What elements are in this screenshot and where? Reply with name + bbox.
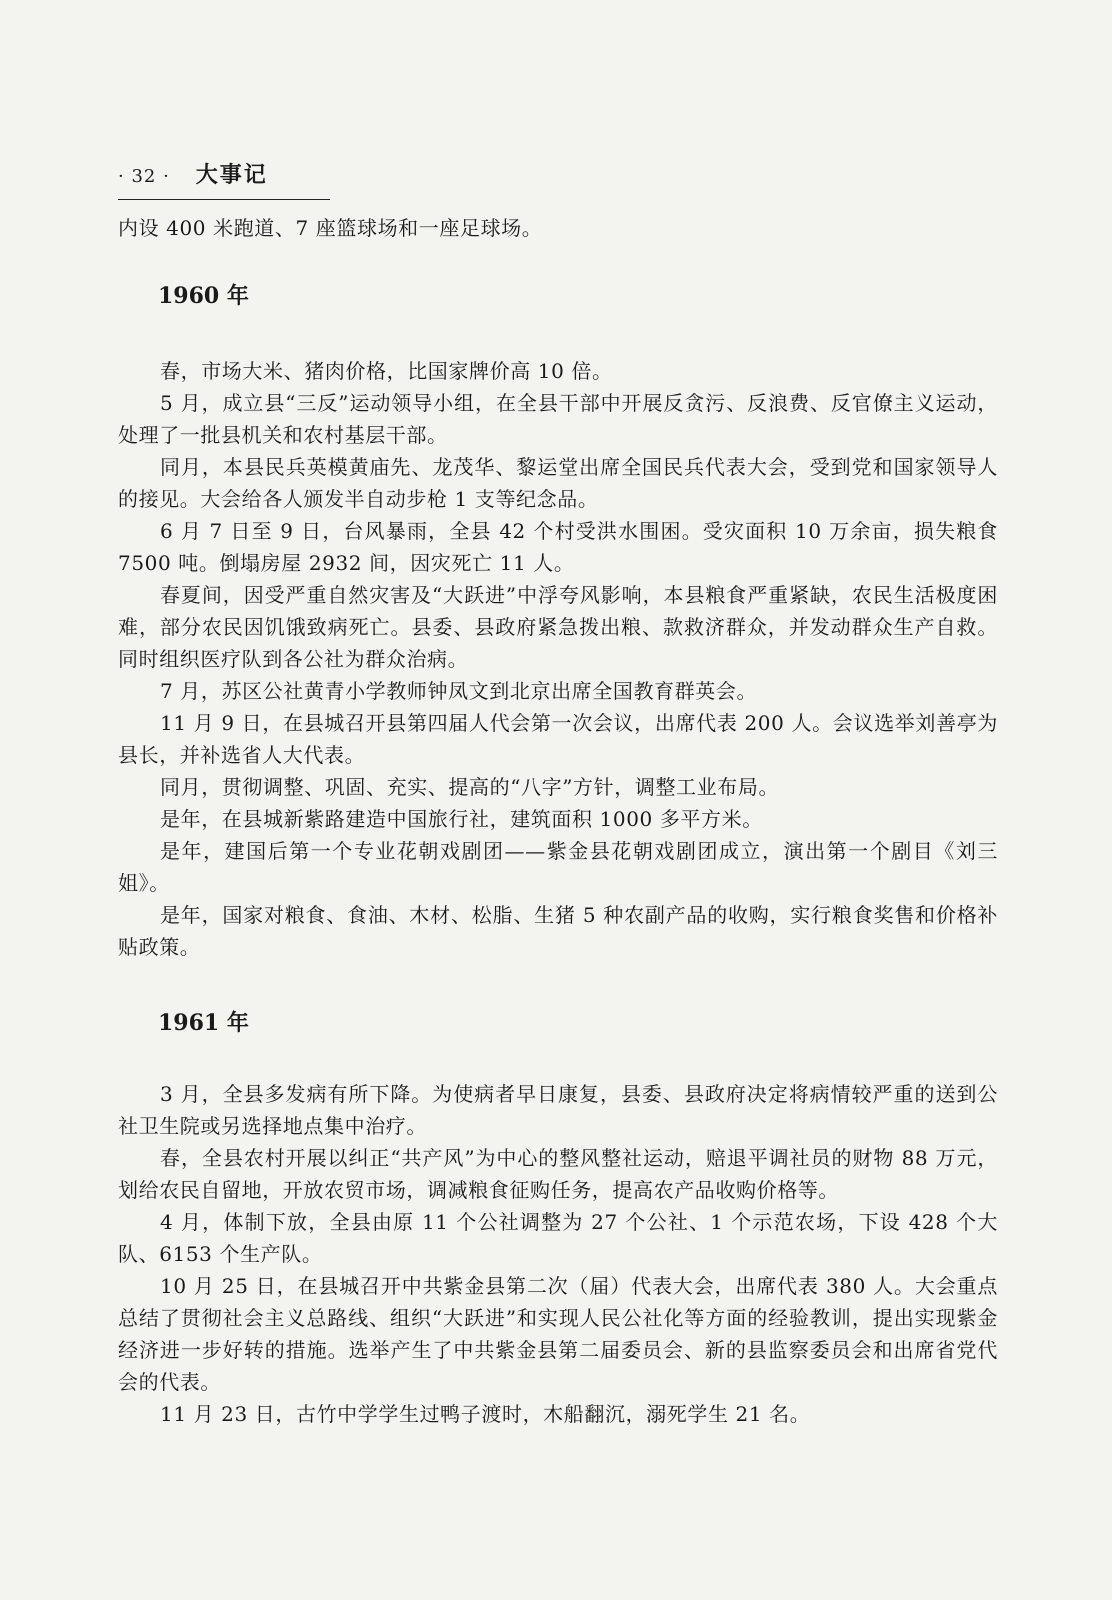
entry: 4 月，体制下放，全县由原 11 个公社调整为 27 个公社、1 个示范农场，下设 428 个大队、6153 个生产队。 — [118, 1210, 998, 1266]
year-suffix: 年 — [226, 284, 249, 309]
entry: 是年，国家对粮食、食油、木材、松脂、生猪 5 种农副产品的收购，实行粮食奖售和价格补贴政策。 — [118, 903, 998, 959]
entry: 3 月，全县多发病有所下降。为使病者早日康复，县委、县政府决定将病情较严重的送到公社卫生院或另选择地点集中治疗。 — [118, 1082, 998, 1138]
section-title: 大事记 — [195, 163, 268, 188]
entry: 是年，在县城新紫路建造中国旅行社，建筑面积 1000 多平方米。 — [160, 807, 763, 831]
entry: 同月，本县民兵英模黄庙先、龙茂华、黎运堂出席全国民兵代表大会，受到党和国家领导人的接见。大会给各人颁发半自动步枪 1 支等纪念品。 — [118, 455, 998, 511]
entry: 11 月 23 日，古竹中学学生过鸭子渡时，木船翻沉，溺死学生 21 名。 — [160, 1402, 811, 1426]
page-number: · 32 · — [118, 166, 170, 187]
entry: 同月，贯彻调整、巩固、充实、提高的“八字”方针，调整工业布局。 — [160, 775, 780, 799]
intro-line: 内设 400 米跑道、7 座篮球场和一座足球场。 — [118, 216, 543, 240]
year-number: 1961 — [158, 1010, 220, 1036]
page-header — [118, 158, 330, 200]
entry: 6 月 7 日至 9 日，台风暴雨，全县 42 个村受洪水围困。受灾面积 10 万余亩，损失粮食 7500 吨。倒塌房屋 2932 间，因灾死亡 11 人。 — [118, 519, 998, 575]
year-heading-1960 — [118, 280, 998, 313]
year-suffix: 年 — [226, 1011, 249, 1036]
entry: 10 月 25 日，在县城召开中共紫金县第二次（届）代表大会，出席代表 380 人。大会重点总结了贯彻社会主义总路线、组织“大跃进”和实现人民公社化等方面的经验教训，提出实现紫金经济进一步好转的措施。选举产生了中共紫金县第二届委员会、新的县监察委员会和出席省党代会的代表。 — [118, 1274, 998, 1394]
entry: 春夏间，因受严重自然灾害及“大跃进”中浮夸风影响，本县粮食严重紧缺，农民生活极度困难，部分农民因饥饿致病死亡。县委、县政府紧急拨出粮、款救济群众，并发动群众生产自救。同时组织医疗队到各公社为群众治病。 — [118, 583, 998, 671]
entry: 5 月，成立县“三反”运动领导小组，在全县干部中开展反贪污、反浪费、反官僚主义运动，处理了一批县机关和农村基层干部。 — [118, 391, 998, 447]
entry: 是年，建国后第一个专业花朝戏剧团——紫金县花朝戏剧团成立，演出第一个剧目《刘三姐》。 — [118, 839, 998, 895]
entry: 7 月，苏区公社黄青小学教师钟凤文到北京出席全国教育群英会。 — [160, 679, 758, 703]
body-text — [118, 212, 998, 1430]
entry: 11 月 9 日，在县城召开县第四届人代会第一次会议，出席代表 200 人。会议选举刘善亭为县长，并补选省人大代表。 — [118, 711, 998, 767]
entry: 春，全县农村开展以纠正“共产风”为中心的整风整社运动，赔退平调社员的财物 88 万元，划给农民自留地，开放农贸市场，调减粮食征购任务，提高农产品收购价格等。 — [118, 1146, 998, 1202]
year-number: 1960 — [158, 283, 220, 309]
year-heading-1961 — [118, 1007, 998, 1040]
header-rule — [118, 199, 330, 200]
entry: 春，市场大米、猪肉价格，比国家牌价高 10 倍。 — [160, 359, 613, 383]
